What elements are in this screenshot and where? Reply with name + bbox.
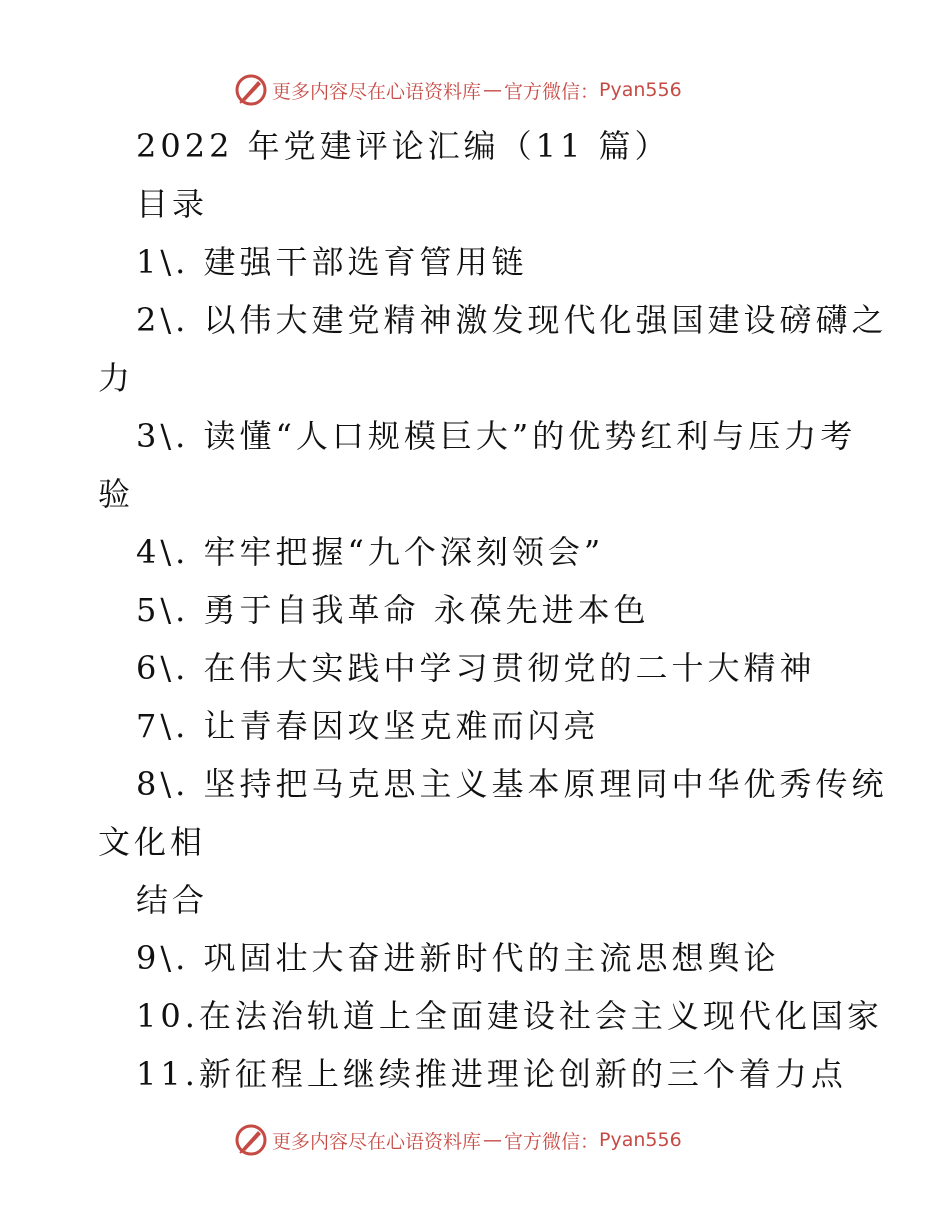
watermark-wechat-id: Pyan556 bbox=[599, 79, 682, 101]
toc-heading: 目录 bbox=[136, 185, 209, 223]
quill-pen-logo-icon bbox=[234, 73, 268, 107]
toc-item-continuation: 文化相 bbox=[98, 823, 207, 861]
watermark-footer bbox=[234, 1122, 754, 1158]
toc-item: 9\. 巩固壮大奋进新时代的主流思想舆论 bbox=[136, 939, 780, 977]
toc-item: 2\. 以伟大建党精神激发现代化强国建设磅礴之 bbox=[136, 301, 888, 339]
watermark-official-label: 官方微信： bbox=[504, 1130, 600, 1153]
watermark-dash: — bbox=[483, 1129, 503, 1151]
toc-item: 11.新征程上继续推进理论创新的三个着力点 bbox=[136, 1055, 847, 1093]
toc-item-continuation: 结合 bbox=[136, 881, 209, 919]
toc-item: 6\. 在伟大实践中学习贯彻党的二十大精神 bbox=[136, 649, 816, 687]
toc-item: 3\. 读懂“人口规模巨大”的优势红利与压力考 bbox=[136, 417, 857, 455]
watermark-header bbox=[234, 72, 754, 108]
toc-item: 1\. 建强干部选育管用链 bbox=[136, 243, 528, 281]
toc-item: 5\. 勇于自我革命 永葆先进本色 bbox=[136, 591, 650, 629]
watermark-text: 更多内容尽在心语资料库 bbox=[272, 80, 482, 103]
toc-item: 10.在法治轨道上全面建设社会主义现代化国家 bbox=[136, 997, 883, 1035]
watermark-text: 更多内容尽在心语资料库 bbox=[272, 1130, 482, 1153]
toc-item: 4\. 牢牢把握“九个深刻领会” bbox=[136, 533, 605, 571]
watermark-official-label: 官方微信： bbox=[504, 80, 600, 103]
toc-item-continuation: 力 bbox=[98, 359, 135, 397]
toc-item: 8\. 坚持把马克思主义基本原理同中华优秀传统 bbox=[136, 765, 888, 803]
toc-item: 7\. 让青春因攻坚克难而闪亮 bbox=[136, 707, 600, 745]
watermark-wechat-id: Pyan556 bbox=[599, 1129, 682, 1151]
toc-item-continuation: 验 bbox=[98, 475, 135, 513]
watermark-dash: — bbox=[483, 79, 503, 101]
quill-pen-logo-icon bbox=[234, 1123, 268, 1157]
document-title: 2022 年党建评论汇编（11 篇） bbox=[136, 127, 671, 165]
